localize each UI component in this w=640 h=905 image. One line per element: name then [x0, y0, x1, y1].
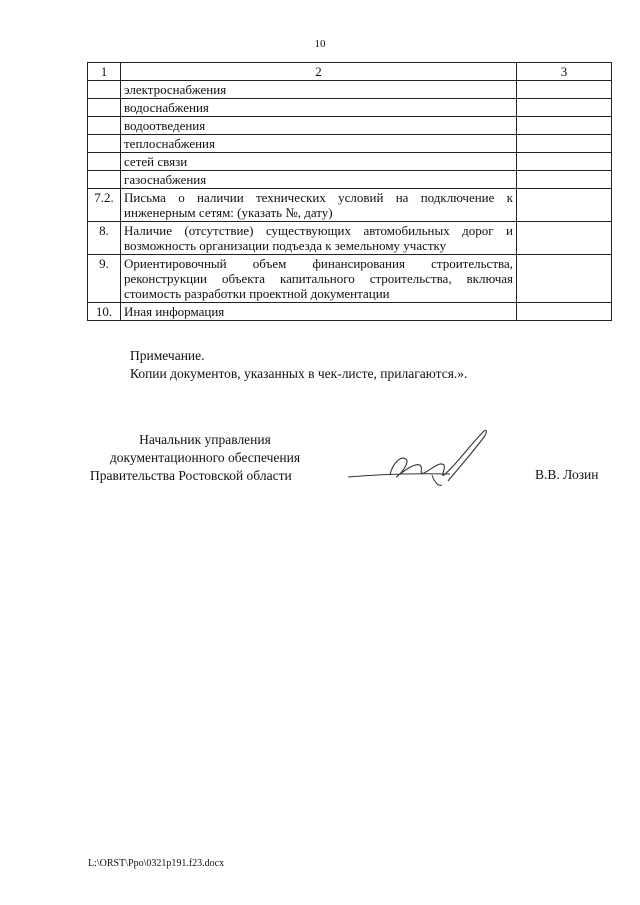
row-text: сетей связи — [121, 153, 517, 171]
row-number: 10. — [88, 303, 121, 321]
table-row — [88, 255, 612, 303]
row-value — [517, 153, 612, 171]
row-value — [517, 303, 612, 321]
row-number — [88, 99, 121, 117]
table-row — [88, 303, 612, 321]
signatory-name: В.В. Лозин — [535, 467, 599, 482]
row-text: электроснабжения — [121, 81, 517, 99]
row-value — [517, 255, 612, 303]
page-number: 10 — [314, 38, 326, 50]
row-value — [517, 189, 612, 222]
row-value — [517, 171, 612, 189]
table-row — [88, 222, 612, 255]
row-number — [88, 81, 121, 99]
row-text: Иная информация — [121, 303, 517, 321]
file-path-footer: L:\ORST\Ppo\0321p191.f23.docx — [88, 858, 225, 869]
row-number: 7.2. — [88, 189, 121, 222]
table-row — [88, 81, 612, 99]
table-row — [88, 189, 612, 222]
row-text: Наличие (отсутствие) существующих автомобильных дорог и возможность организации подъезда к земельному участку — [121, 222, 517, 255]
table-row — [88, 135, 612, 153]
header-col-3: 3 — [517, 63, 612, 81]
row-text: теплоснабжения — [121, 135, 517, 153]
row-value — [517, 117, 612, 135]
signatory-line-1: Начальник управления — [139, 432, 271, 447]
note-block — [130, 347, 467, 383]
row-number — [88, 153, 121, 171]
row-text: Письма о наличии технических условий на подключение к инженерным сетям: (указать №, дату) — [121, 189, 517, 222]
note-title: Примечание. — [130, 348, 205, 363]
row-number: 8. — [88, 222, 121, 255]
row-text: газоснабжения — [121, 171, 517, 189]
note-text: Копии документов, указанных в чек-листе, прилагаются.». — [130, 366, 468, 381]
header-col-1: 1 — [88, 63, 121, 81]
row-number — [88, 117, 121, 135]
signatory-title — [90, 431, 320, 485]
table-header-row — [88, 63, 612, 81]
row-value — [517, 99, 612, 117]
row-text: Ориентировочный объем финансирования строительства, реконструкции объекта капитального строительства, включая стоимость разработки проектной документации — [121, 255, 517, 303]
row-value — [517, 222, 612, 255]
row-text: водоснабжения — [121, 99, 517, 117]
table-row — [88, 117, 612, 135]
signatory-line-2: документационного обеспечения — [109, 450, 301, 465]
row-number — [88, 135, 121, 153]
signatory-line-3: Правительства Ростовской области — [90, 468, 292, 483]
checklist-table — [87, 62, 612, 321]
table-row — [88, 171, 612, 189]
row-value — [517, 81, 612, 99]
row-number — [88, 171, 121, 189]
row-number: 9. — [88, 255, 121, 303]
row-value — [517, 135, 612, 153]
table-row — [88, 99, 612, 117]
row-text: водоотведения — [121, 117, 517, 135]
header-col-2: 2 — [121, 63, 517, 81]
table-row — [88, 153, 612, 171]
handwritten-signature — [340, 425, 500, 495]
